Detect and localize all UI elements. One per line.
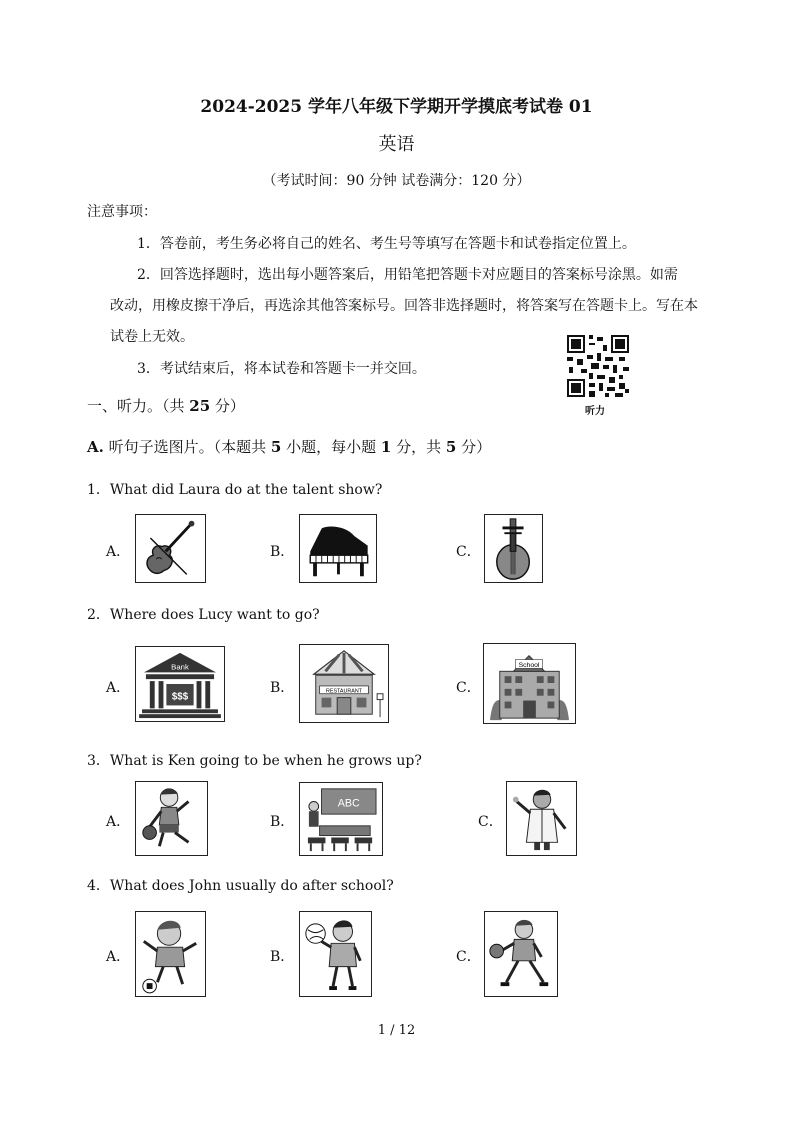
restaurant-icon[interactable]: [299, 644, 389, 723]
notice-heading: 注意事项：: [87, 204, 157, 220]
school-icon[interactable]: [483, 643, 576, 724]
question-4-stem: 4．What does John usually do after school?: [87, 878, 394, 894]
page-number: 1 / 12: [377, 1023, 416, 1038]
volleyball-boy-icon[interactable]: [299, 911, 372, 997]
exam-title: 2024-2025 学年八年级下学期开学摸底考试卷 01: [200, 97, 593, 117]
question-2-stem: 2．Where does Lucy want to go?: [87, 607, 320, 623]
q4-option-c-label[interactable]: C．: [456, 949, 481, 965]
piano-icon[interactable]: [299, 514, 377, 583]
board-text: ABC: [337, 797, 360, 810]
q1-option-b-label[interactable]: B．: [270, 544, 295, 560]
restaurant-sign: RESTAURANT: [326, 688, 362, 695]
qr-code-icon[interactable]: [565, 333, 631, 399]
school-sign: School: [518, 661, 540, 669]
question-1-stem: 1．What did Laura do at the talent show?: [87, 482, 383, 498]
notice-item-2-line-3: 试卷上无效。: [110, 329, 194, 345]
soccer-boy-icon[interactable]: [135, 911, 206, 997]
bank-sign: Bank: [171, 662, 189, 672]
q3-option-b-label[interactable]: B．: [270, 814, 295, 830]
q4-option-b-label[interactable]: B．: [270, 949, 295, 965]
exam-time-info: （考试时间：90 分钟 试卷满分：120 分）: [262, 173, 531, 189]
q3-option-a-label[interactable]: A．: [106, 814, 131, 830]
bank-icon[interactable]: [135, 646, 225, 722]
notice-item-2-line-2: 改动，用橡皮擦干净后，再选涂其他答案标号。回答非选择题时，将答案写在答题卡上。写在本: [110, 298, 698, 314]
basketball-player-icon[interactable]: [135, 781, 208, 856]
teacher-icon[interactable]: [299, 782, 383, 856]
q1-option-a-label[interactable]: A．: [106, 544, 131, 560]
q2-option-a-label[interactable]: A．: [106, 680, 131, 696]
section-1-heading: 一、听力。（共 25 分）: [87, 397, 245, 415]
qr-caption: 听力: [585, 406, 605, 417]
q3-option-c-label[interactable]: C．: [478, 814, 503, 830]
question-3-stem: 3．What is Ken going to be when he grows up?: [87, 753, 422, 769]
q2-option-b-label[interactable]: B．: [270, 680, 295, 696]
pipa-icon[interactable]: [484, 514, 543, 583]
basketball-boy-icon[interactable]: [484, 911, 558, 997]
q4-option-a-label[interactable]: A．: [106, 949, 131, 965]
q2-option-c-label[interactable]: C．: [456, 680, 481, 696]
subject-title: 英语: [378, 134, 415, 155]
violin-icon[interactable]: [135, 514, 206, 583]
notice-item-3: 3．考试结束后，将本试卷和答题卡一并交回。: [137, 361, 426, 377]
section-a-heading: A. 听句子选图片。（本题共 5 小题，每小题 1 分，共 5 分）: [87, 438, 492, 456]
notice-item-2-line-1: 2．回答选择题时，选出每小题答案后，用铅笔把答题卡对应题目的答案标号涂黑。如需: [137, 267, 678, 283]
bank-money: $$$: [171, 691, 189, 703]
doctor-icon[interactable]: [506, 781, 577, 856]
notice-item-1: 1．答卷前，考生务必将自己的姓名、考生号等填写在答题卡和试卷指定位置上。: [137, 236, 636, 252]
q1-option-c-label[interactable]: C．: [456, 544, 481, 560]
